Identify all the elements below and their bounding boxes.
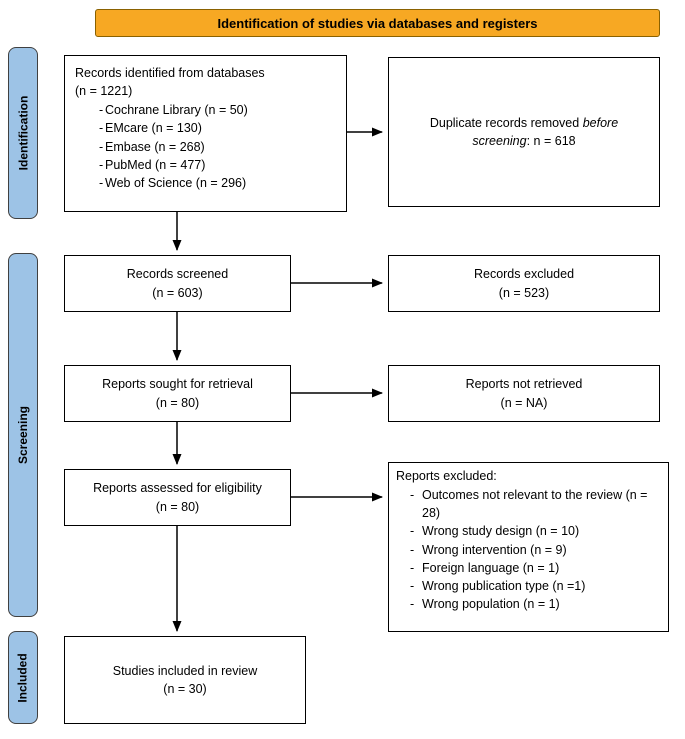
list-item	[396, 541, 661, 559]
list-item-text: Foreign language (n = 1)	[422, 560, 560, 575]
list-item	[75, 138, 336, 156]
studies-included-title: Studies included in review	[112, 663, 258, 678]
dash-marker: -	[410, 488, 415, 503]
reports-excluded-box	[388, 462, 669, 632]
list-item-text: Cochrane Library (n = 50)	[105, 103, 248, 118]
studies-included-box	[64, 636, 306, 724]
dash-marker: -	[410, 524, 415, 539]
reports-sought-title: Reports sought for retrieval	[102, 377, 253, 392]
duplicate-records-suffix: : n = 618	[526, 134, 576, 148]
studies-included-count: (n = 30)	[163, 682, 207, 696]
list-item	[396, 486, 661, 522]
records-identified-count: (n = 1221)	[75, 84, 133, 99]
stage-screening-label: Screening	[16, 405, 30, 465]
list-item	[75, 174, 336, 192]
reports-not-retrieved-title: Reports not retrieved	[465, 377, 583, 392]
list-item-text: Web of Science (n = 296)	[105, 175, 247, 190]
stage-included	[8, 631, 38, 724]
reports-assessed-count: (n = 80)	[155, 499, 200, 514]
stage-identification	[8, 47, 38, 219]
reports-excluded-list	[396, 486, 661, 613]
duplicate-records-italic: before screening	[472, 115, 619, 148]
reports-excluded-title: Reports excluded:	[396, 469, 497, 483]
duplicate-records-prefix: Duplicate records removed	[429, 115, 583, 130]
reports-not-retrieved-box	[388, 365, 660, 422]
dash-marker: -	[410, 542, 415, 557]
dash-marker: -	[410, 560, 415, 575]
list-item	[75, 156, 336, 174]
reports-assessed-title: Reports assessed for eligibility	[93, 481, 262, 496]
list-item	[75, 119, 336, 137]
duplicate-records-box	[388, 57, 660, 207]
banner-title: Identification of studies via databases and registers	[217, 15, 538, 31]
dash-marker: -	[99, 103, 104, 118]
reports-sought-count: (n = 80)	[155, 395, 200, 410]
records-screened-count: (n = 603)	[152, 285, 203, 300]
dash-marker: -	[99, 121, 104, 136]
list-item-text: Wrong intervention (n = 9)	[422, 542, 567, 557]
reports-not-retrieved-count: (n = NA)	[500, 395, 548, 410]
stage-identification-label: Identification	[16, 95, 31, 171]
records-excluded-count: (n = 523)	[498, 285, 550, 300]
duplicate-records-text	[415, 114, 633, 150]
dash-marker: -	[410, 596, 415, 611]
list-item-text: Embase (n = 268)	[105, 139, 205, 154]
stage-screening	[8, 253, 38, 617]
list-item	[396, 577, 661, 595]
records-excluded-box	[388, 255, 660, 312]
records-excluded-title: Records excluded	[473, 267, 575, 282]
list-item-text: Wrong publication type (n =1)	[422, 578, 586, 593]
reports-sought-box	[64, 365, 291, 422]
list-item	[396, 595, 661, 613]
records-identified-box	[64, 55, 347, 212]
records-screened-title: Records screened	[126, 267, 229, 282]
list-item-text: EMcare (n = 130)	[105, 121, 202, 136]
banner	[95, 9, 660, 37]
records-identified-title: Records identified from databases	[75, 66, 265, 80]
dash-marker: -	[410, 578, 415, 593]
dash-marker: -	[99, 157, 104, 172]
list-item-text: Wrong population (n = 1)	[422, 596, 560, 611]
dash-marker: -	[99, 139, 104, 154]
reports-assessed-box	[64, 469, 291, 526]
list-item	[396, 559, 661, 577]
list-item-text: PubMed (n = 477)	[105, 157, 206, 172]
list-item	[396, 522, 661, 540]
stage-included-label: Included	[16, 652, 30, 703]
records-screened-box	[64, 255, 291, 312]
records-identified-list	[75, 101, 336, 192]
list-item-text: Wrong study design (n = 10)	[422, 524, 580, 539]
list-item-text: Outcomes not relevant to the review (n = 28)	[422, 488, 648, 521]
dash-marker: -	[99, 175, 104, 190]
list-item	[75, 101, 336, 119]
